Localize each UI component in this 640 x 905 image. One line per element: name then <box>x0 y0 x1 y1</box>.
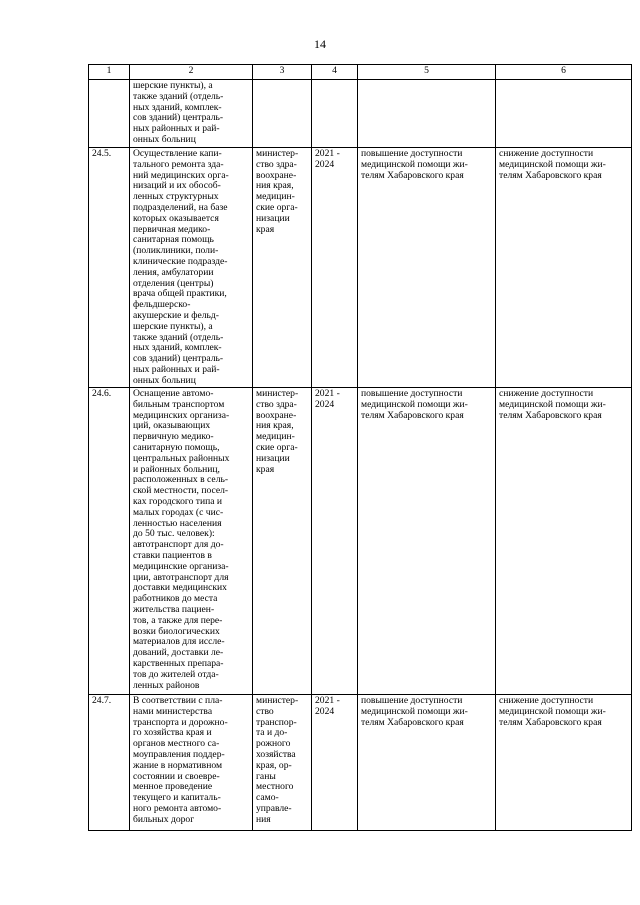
executor-text: министер- ство транспор- та и до- рожного хозяйства края, ор- ганы местного само- управле- ния <box>256 695 299 825</box>
consequence-cell <box>496 695 632 831</box>
period-text: 2021 - 2024 <box>315 148 340 170</box>
result-cell <box>358 695 496 831</box>
executor-cell <box>253 80 312 148</box>
page-number: 14 <box>314 37 326 51</box>
executor-cell <box>253 695 312 831</box>
activity-cell <box>130 388 253 695</box>
row-number-cell: 24.7. <box>89 695 130 831</box>
result-text: повышение доступности медицинской помощи жи- телям Хабаровского края <box>361 695 468 728</box>
period-cell <box>312 388 358 695</box>
row-number-cell: 24.6. <box>89 388 130 695</box>
result-text: повышение доступности медицинской помощи жи- телям Хабаровского края <box>361 148 468 181</box>
consequence-cell <box>496 148 632 388</box>
executor-cell <box>253 148 312 388</box>
activity-cell <box>130 695 253 831</box>
column-header-5: 5 <box>358 65 496 80</box>
activity-cell <box>130 148 253 388</box>
activity-text: В соответствии с пла- нами министерства транспорта и дорожно- го хозяйства края и органов местного са- моуправления поддер- жание в нормативном состоянии и своевре- менное проведение текущего и капиталь- ного ремонта автомо- бильных дорог <box>133 695 228 825</box>
table-row <box>89 388 632 695</box>
consequence-text: снижение доступности медицинской помощи жи- телям Хабаровского края <box>499 695 606 728</box>
continuation-text: шерские пункты), а также зданий (отдель- ных зданий, комплек- сов зданий) централь- ных районных и рай- онных больниц <box>133 80 224 145</box>
row-number-cell <box>89 80 130 148</box>
executor-text: министер- ство здра- воохране- ния края, медицин- ские орга- низации края <box>256 388 299 475</box>
consequence-cell <box>496 80 632 148</box>
executor-text: министер- ство здра- воохране- ния края, медицин- ские орга- низации края <box>256 148 299 235</box>
executor-cell <box>253 388 312 695</box>
table-header-row <box>89 65 632 80</box>
table-row-continuation <box>89 80 632 148</box>
period-text: 2021 - 2024 <box>315 695 340 717</box>
column-header-4: 4 <box>312 65 358 80</box>
activity-cell <box>130 80 253 148</box>
period-cell <box>312 695 358 831</box>
column-header-3: 3 <box>253 65 312 80</box>
consequence-text: снижение доступности медицинской помощи жи- телям Хабаровского края <box>499 388 606 421</box>
activity-text: Осуществление капи- тального ремонта зда- ний медицинских орга- низаций и их обособ- ленных структурных подразделений, на базе которых оказывается первичная медико- санитарная помощь (поликлиники, поли- клинические подразде- ления, амбулатории отделения (центры) врача общей практики, фельдшерско- акушерские и фельд- шерские пункты), а также зданий (отдель- ных зданий, комплек- сов зданий) централь- ных районных и рай- онных больниц <box>133 148 229 386</box>
consequence-text: снижение доступности медицинской помощи жи- телям Хабаровского края <box>499 148 606 181</box>
column-header-1: 1 <box>89 65 130 80</box>
row-number-cell: 24.5. <box>89 148 130 388</box>
measures-table <box>88 64 632 831</box>
result-text: повышение доступности медицинской помощи жи- телям Хабаровского края <box>361 388 468 421</box>
activity-text: Оснащение автомо- бильным транспортом медицинских организа- ций, оказывающих первичную медико- санитарную помощь, центральных районных и районных больниц, расположенных в сель- ской местности, посел- ках городского типа и малых городах (с чис- ленностью населения до 50 тыс. человек): автотранспорт для до- ставки пациентов в медицинские организа- ции, автотранспорт для доставки медицинских работников до места жительства пациен- тов, а также для пере- возки биологических материалов для иссле- дований, доставки ле- карственных препара- тов до жителей отда- ленных районов <box>133 388 230 691</box>
result-cell <box>358 388 496 695</box>
table-row <box>89 148 632 388</box>
table-row <box>89 695 632 831</box>
period-text: 2021 - 2024 <box>315 388 340 410</box>
consequence-cell <box>496 388 632 695</box>
column-header-2: 2 <box>130 65 253 80</box>
result-cell <box>358 148 496 388</box>
result-cell <box>358 80 496 148</box>
period-cell <box>312 80 358 148</box>
period-cell <box>312 148 358 388</box>
column-header-6: 6 <box>496 65 632 80</box>
